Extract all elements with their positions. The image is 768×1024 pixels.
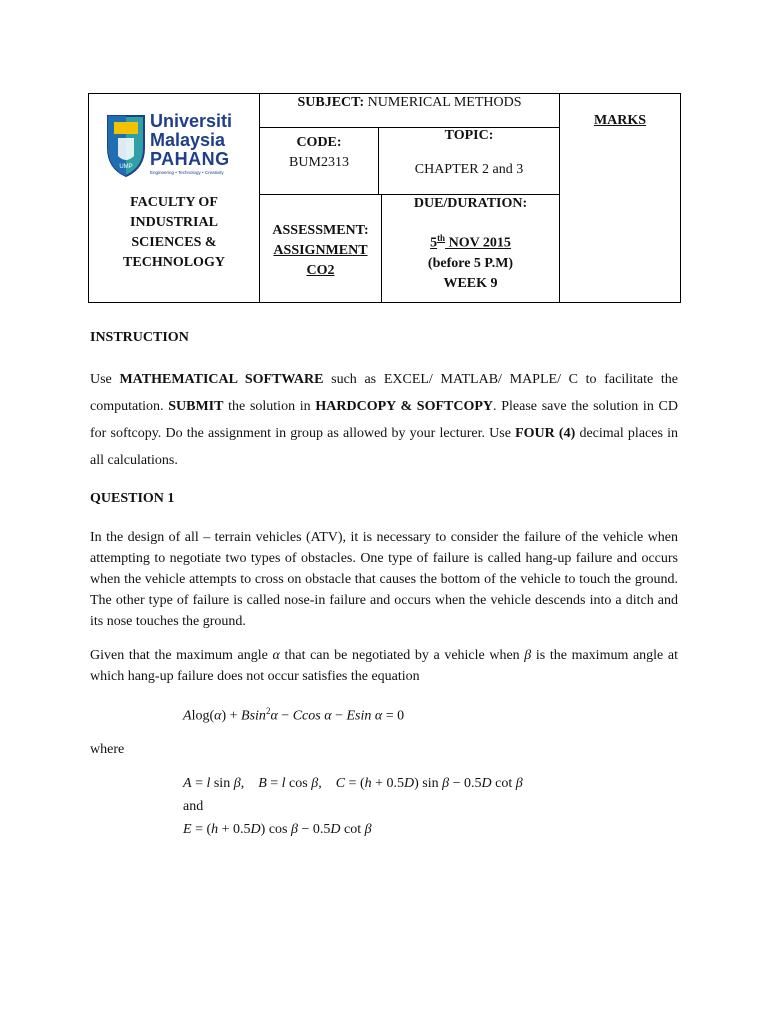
logo-tagline: Engineering • Technology • Creativity	[150, 170, 224, 175]
instruction-text: the solution in	[223, 399, 316, 414]
due-day-suffix: th	[437, 233, 446, 243]
due-day: 5	[430, 235, 438, 251]
question-text: is the maximum angle at which hang-up failure does not occur satisfies the equation	[90, 648, 678, 684]
instruction-emphasis: FOUR (4)	[515, 426, 576, 441]
instruction-paragraph	[90, 366, 678, 474]
due-month-year: NOV 2015	[445, 235, 511, 251]
faculty-line: SCIENCES &	[131, 235, 217, 250]
marks-label: MARKS	[593, 113, 647, 128]
due-label: DUE/DURATION:	[413, 196, 528, 211]
topic-value: CHAPTER 2 and 3	[414, 162, 524, 177]
where-label: where	[90, 742, 125, 757]
instruction-text: decimal places in all calculations.	[90, 426, 678, 468]
question-1-paragraph-1: In the design of all – terrain vehicles (ATV), it is necessary to consider the failure of the vehicle when attempting to negotiate two types of obstacles. One type of failure is called hang-up failure and occurs when the vehicle attempts to cross on obstacle that causes the bottom of the vehicle to touch the ground. The other type of failure is called nose-in failure and occurs when the vehicle descends into a ditch and its nose touches the ground.	[90, 530, 678, 629]
table-border-left	[88, 93, 89, 303]
logo-line-2: Malaysia	[150, 130, 226, 150]
assessment-value: ASSIGNMENT	[273, 243, 368, 258]
table-border-bottom	[88, 302, 681, 303]
university-logo	[104, 108, 244, 178]
table-border-right	[680, 93, 681, 303]
instruction-emphasis: MATHEMATICAL SOFTWARE	[119, 372, 324, 387]
logo-line-1: Universiti	[150, 111, 233, 131]
instruction-emphasis: HARDCOPY & SOFTCOPY	[315, 399, 494, 414]
logo-wordmark	[150, 112, 232, 169]
faculty-line: INDUSTRIAL	[130, 215, 218, 230]
instruction-text: such as EXCEL/ MATLAB/ MAPLE/ C to facilitate the computation.	[90, 372, 678, 414]
due-date	[382, 228, 559, 254]
question-text: that can be negotiated by a vehicle when	[279, 648, 525, 663]
question-text: Given that the maximum angle	[90, 648, 273, 663]
subject-label: SUBJECT:	[297, 95, 365, 110]
equation-coefficients: A = l sin β, B = l cos β, C = (h + 0.5D) sin β − 0.5D cot β	[183, 776, 523, 791]
alpha-symbol: α	[272, 648, 280, 663]
and-label: and	[183, 799, 204, 814]
due-time: (before 5 P.M)	[427, 255, 514, 271]
code-value: BUM2313	[289, 155, 349, 170]
due-week: WEEK 9	[443, 275, 498, 291]
subject-value: NUMERICAL METHODS	[367, 95, 522, 110]
subject-cell	[260, 94, 559, 112]
code-cell	[260, 133, 378, 173]
topic-label: TOPIC:	[444, 128, 494, 143]
question-1-paragraph-2	[90, 645, 678, 687]
instruction-text: Use	[90, 372, 120, 387]
question-1-heading: QUESTION 1	[90, 491, 175, 506]
ump-shield-icon	[104, 112, 148, 178]
code-label: CODE:	[296, 135, 342, 150]
instruction-heading: INSTRUCTION	[90, 330, 189, 345]
beta-symbol: β	[524, 648, 532, 663]
faculty-name	[90, 193, 258, 273]
assessment-label: ASSESSMENT:	[272, 223, 369, 238]
logo-line-3: PAHANG	[150, 149, 230, 169]
logo-badge-text: UMP	[119, 164, 133, 170]
instruction-text: . Please save the solution in CD for softcopy. Do the assignment in group as allowed by your lecturer. Use	[90, 399, 678, 441]
assessment-co: CO2	[306, 263, 335, 278]
faculty-line: TECHNOLOGY	[123, 255, 225, 270]
faculty-line: FACULTY OF	[130, 195, 218, 210]
topic-cell	[379, 126, 559, 180]
equation-e: E = (h + 0.5D) cos β − 0.5D cot β	[183, 822, 372, 837]
due-cell	[382, 194, 559, 294]
equation-main: Alog(α) + Bsin$^2$α − Ccos α − Esin α = 0	[183, 706, 405, 724]
instruction-emphasis: SUBMIT	[168, 399, 224, 414]
assessment-cell	[260, 221, 381, 281]
